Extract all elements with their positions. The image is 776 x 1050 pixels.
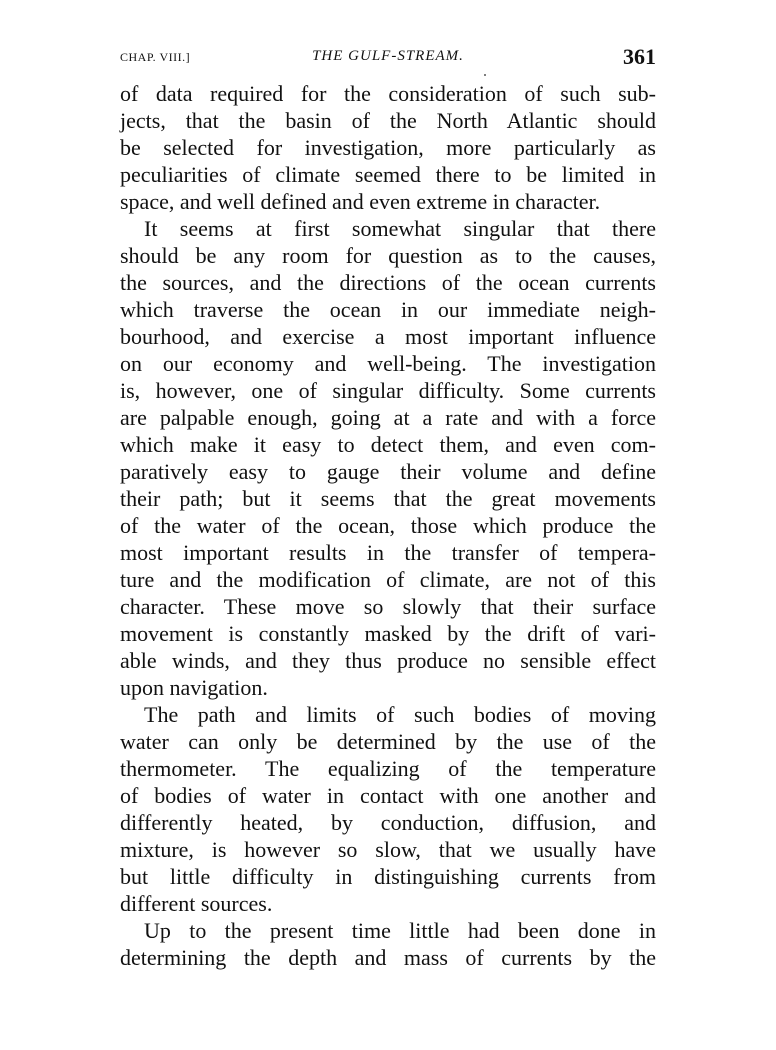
text-line: It seems at first somewhat singular that there <box>144 216 656 241</box>
text-line: determining the depth and mass of currents by the <box>120 945 656 970</box>
page-number: 361 <box>623 44 656 69</box>
text-line: mixture, is however so slow, that we usually have <box>120 837 656 862</box>
text-line: ture and the modification of climate, are not of this <box>120 567 656 592</box>
text-line: of bodies of water in contact with one another and <box>120 783 656 808</box>
text-line: movement is constantly masked by the drift of vari- <box>120 621 656 646</box>
text-line: but little difficulty in distinguishing currents from <box>120 864 656 889</box>
text-line: differently heated, by conduction, diffusion, and <box>120 810 656 835</box>
text-line: paratively easy to gauge their volume and define <box>120 459 656 484</box>
text-line: are palpable enough, going at a rate and with a force <box>120 405 656 430</box>
text-line: which make it easy to detect them, and even com- <box>120 432 656 457</box>
text-line: jects, that the basin of the North Atlantic should <box>120 108 656 133</box>
text-line: which traverse the ocean in our immediate neigh- <box>120 297 656 322</box>
text-line: bourhood, and exercise a most important influence <box>120 324 656 349</box>
text-line: different sources. <box>120 891 273 916</box>
chapter-label: CHAP. VIII.] <box>120 50 191 64</box>
text-line: The path and limits of such bodies of moving <box>144 702 656 727</box>
text-line: most important results in the transfer of tempera- <box>120 540 656 565</box>
text-line: character. These move so slowly that their surface <box>120 594 656 619</box>
text-line: should be any room for question as to the causes, <box>120 243 656 268</box>
text-line: be selected for investigation, more particularly as <box>120 135 656 160</box>
text-line: upon navigation. <box>120 675 268 700</box>
text-line: water can only be determined by the use of the <box>120 729 656 754</box>
print-speck <box>484 74 486 76</box>
text-line: their path; but it seems that the great movements <box>120 486 656 511</box>
body-text <box>120 80 656 971</box>
text-line: of the water of the ocean, those which produce the <box>120 513 656 538</box>
text-line: the sources, and the directions of the ocean currents <box>120 270 656 295</box>
text-line: of data required for the consideration of such sub- <box>120 81 656 106</box>
text-line: Up to the present time little had been done in <box>144 918 656 943</box>
running-header <box>120 44 656 74</box>
paragraph <box>120 80 656 215</box>
text-line: thermometer. The equalizing of the temperature <box>120 756 656 781</box>
text-line: peculiarities of climate seemed there to be limited in <box>120 162 656 187</box>
text-line: space, and well defined and even extreme in character. <box>120 189 601 214</box>
paragraph <box>120 215 656 701</box>
text-line: on our economy and well-being. The investigation <box>120 351 656 376</box>
running-title: THE GULF-STREAM. <box>312 48 464 64</box>
text-line: is, however, one of singular difficulty. Some currents <box>120 378 656 403</box>
paragraph <box>120 917 656 971</box>
text-line: able winds, and they thus produce no sensible effect <box>120 648 656 673</box>
paragraph <box>120 701 656 917</box>
